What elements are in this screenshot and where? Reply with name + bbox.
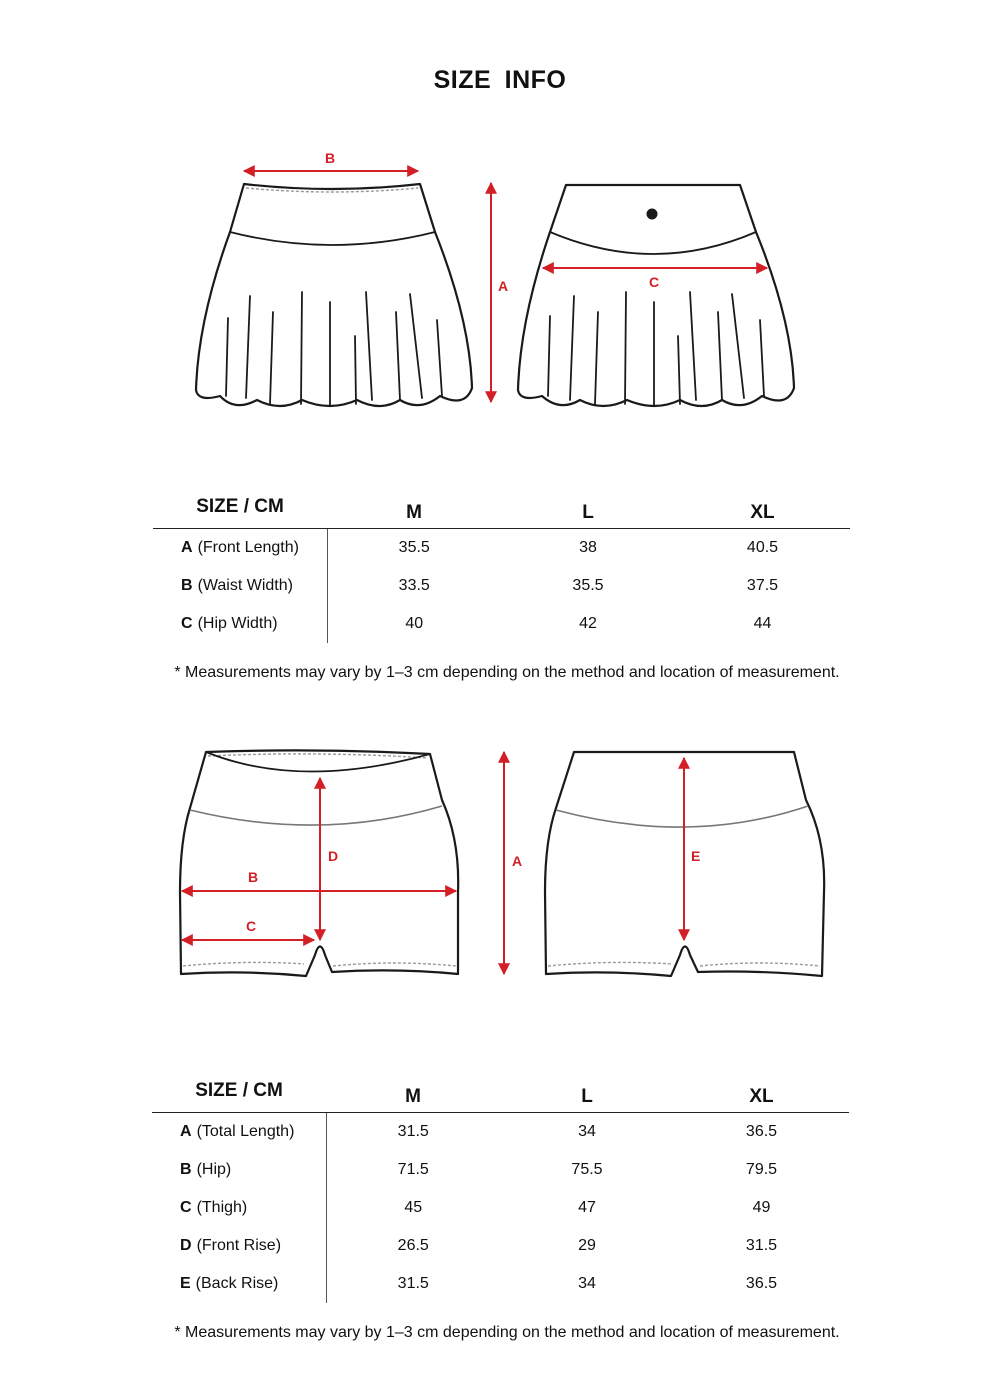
table-row	[153, 605, 850, 643]
skirt-b-label: B	[325, 150, 336, 166]
table-row	[152, 1227, 849, 1265]
table-row	[152, 1151, 849, 1189]
shorts-b-label: B	[248, 869, 259, 885]
table-row	[153, 529, 850, 568]
table-row	[152, 1189, 849, 1227]
row-code: B	[181, 577, 193, 594]
size-unit-header: SIZE / CM	[152, 1064, 326, 1113]
row-label	[152, 1113, 326, 1152]
table-cell: 31.5	[397, 1275, 429, 1292]
table-cell: 31.5	[745, 1237, 778, 1254]
table-cell: 26.5	[397, 1237, 429, 1254]
skirt-a-label: A	[498, 278, 509, 294]
table-cell: 71.5	[397, 1161, 429, 1178]
table-cell: 45	[404, 1199, 423, 1216]
row-name: (Waist Width)	[197, 577, 293, 594]
row-code: D	[180, 1237, 192, 1254]
skirt-c-label: C	[649, 274, 660, 290]
page-title: SIZE INFO	[433, 66, 567, 94]
table-cell: 29	[578, 1237, 596, 1254]
table-cell: 42	[579, 615, 597, 632]
table-cell: 35.5	[572, 577, 604, 594]
row-code: A	[181, 539, 193, 556]
table-cell: 34	[578, 1123, 596, 1140]
skirt-front-drawing	[196, 184, 472, 406]
table-cell: 31.5	[397, 1123, 429, 1140]
row-code: C	[181, 615, 193, 632]
skirt-diagram	[0, 120, 1000, 420]
table-header-row	[152, 1064, 849, 1113]
shorts-d-label: D	[328, 848, 339, 864]
row-label	[152, 1265, 326, 1303]
row-code: B	[180, 1161, 192, 1178]
row-name: (Front Rise)	[196, 1237, 282, 1254]
table-row	[153, 567, 850, 605]
table-cell: 35.5	[398, 539, 430, 556]
table-cell: 36.5	[745, 1123, 778, 1140]
row-name: (Hip)	[196, 1161, 232, 1178]
table-cell: 75.5	[571, 1161, 603, 1178]
row-name: (Hip Width)	[197, 615, 278, 632]
table-cell: 34	[578, 1275, 596, 1292]
table-cell: 44	[753, 615, 772, 632]
row-name: (Thigh)	[196, 1199, 248, 1216]
table-cell: 33.5	[398, 577, 430, 594]
skirt-size-table	[153, 480, 850, 643]
row-label	[152, 1189, 326, 1227]
table-cell: 49	[752, 1199, 771, 1216]
size-header-xl: XL	[674, 1064, 849, 1113]
row-name: (Total Length)	[196, 1123, 295, 1140]
shorts-e-label: E	[691, 848, 701, 864]
row-label	[153, 567, 327, 605]
table-cell: 40.5	[746, 539, 779, 556]
row-code: C	[180, 1199, 192, 1216]
skirt-back-drawing	[518, 185, 794, 406]
size-header-m: M	[327, 480, 501, 529]
shorts-diagram	[0, 740, 1000, 1000]
row-code: A	[180, 1123, 192, 1140]
table-row	[152, 1113, 849, 1152]
shorts-c-label: C	[246, 918, 257, 934]
skirt-measurement-note: * Measurements may vary by 1–3 cm depending on the method and location of measurement.	[174, 664, 840, 681]
size-header-m: M	[326, 1064, 500, 1113]
table-cell: 79.5	[745, 1161, 778, 1178]
size-unit-header: SIZE / CM	[153, 480, 327, 529]
row-name: (Front Length)	[197, 539, 299, 556]
table-row	[152, 1265, 849, 1303]
size-header-xl: XL	[675, 480, 850, 529]
size-header-l: L	[500, 1064, 674, 1113]
table-header-row	[153, 480, 850, 529]
row-label	[153, 529, 327, 568]
row-label	[152, 1151, 326, 1189]
size-header-l: L	[501, 480, 675, 529]
row-code: E	[180, 1275, 191, 1292]
row-name: (Back Rise)	[195, 1275, 279, 1292]
row-label	[153, 605, 327, 643]
row-label	[152, 1227, 326, 1265]
shorts-a-label: A	[512, 853, 523, 869]
table-cell: 47	[578, 1199, 596, 1216]
table-cell: 36.5	[745, 1275, 778, 1292]
table-cell: 37.5	[746, 577, 779, 594]
shorts-measurement-note: * Measurements may vary by 1–3 cm depending on the method and location of measurement.	[174, 1324, 840, 1341]
table-cell: 40	[405, 615, 424, 632]
table-cell: 38	[579, 539, 597, 556]
shorts-size-table	[152, 1064, 849, 1303]
